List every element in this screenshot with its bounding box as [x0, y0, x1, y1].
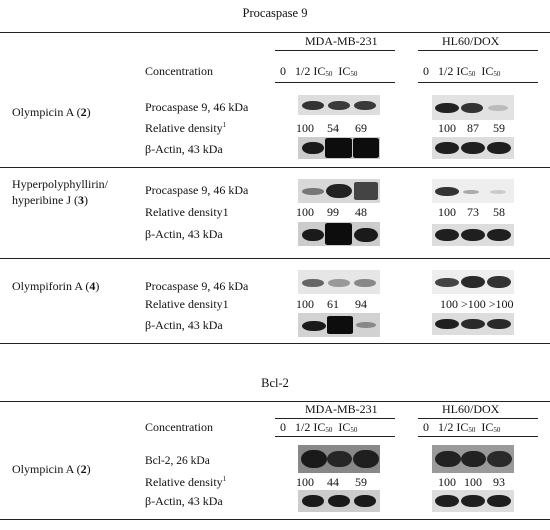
conc-header-hl60	[423, 420, 500, 435]
density-label	[145, 121, 226, 136]
conc-zero: 0	[280, 420, 286, 434]
conc-ic: IC	[338, 420, 351, 434]
concentration-label: Concentration	[145, 420, 213, 434]
density-value: 58	[493, 205, 505, 219]
western-blot-actin-hl60	[432, 313, 514, 335]
conc-sub: 50	[468, 70, 476, 78]
target-label: Procaspase 9, 46 kDa	[145, 183, 249, 197]
actin-label: β-Actin, 43 kDa	[145, 142, 223, 156]
compound-name-end: )	[86, 462, 91, 476]
density-value: 94	[355, 297, 367, 311]
density-value: 100	[296, 297, 314, 311]
density-value: 48	[355, 205, 367, 219]
conc-half: 1/2 IC	[295, 64, 326, 78]
conc-zero: 0	[423, 64, 429, 78]
western-blot-actin-mda	[298, 137, 380, 159]
compound-name-text: Olympicin A (	[12, 105, 81, 119]
compound-number: 4	[89, 279, 96, 293]
divider	[0, 519, 550, 520]
compound-number: 3	[77, 193, 84, 207]
density-label-text: Relative density	[145, 475, 223, 489]
western-blot-procaspase9-hl60	[432, 179, 514, 203]
compound-name	[12, 462, 91, 477]
density-value: 100	[438, 205, 456, 219]
density-value: 59	[493, 121, 505, 135]
conc-sub: 50	[350, 426, 358, 434]
divider	[418, 50, 538, 51]
conc-sub: 50	[350, 70, 358, 78]
density-value: 61	[327, 297, 339, 311]
divider	[0, 258, 550, 259]
western-blot-actin-mda	[298, 222, 380, 246]
western-blot-actin-hl60	[432, 490, 514, 512]
conc-ic: IC	[481, 64, 494, 78]
western-blot-procaspase9-mda	[298, 270, 380, 294]
density-value: 100 >100 >100	[440, 297, 514, 311]
density-value: 44	[327, 475, 339, 489]
compound-number: 2	[80, 462, 87, 476]
western-blot-procaspase9-mda	[298, 95, 380, 115]
density-value: 87	[467, 121, 479, 135]
density-value: 100	[296, 121, 314, 135]
compound-number: 2	[80, 105, 87, 119]
divider	[275, 50, 395, 51]
compound-name-text: Hyperpolyphyllirin/	[12, 177, 108, 191]
divider	[0, 343, 550, 344]
density-value: 100	[296, 205, 314, 219]
compound-name-end: )	[83, 193, 88, 207]
density-value: 100	[296, 475, 314, 489]
divider	[275, 436, 395, 437]
density-footnote: 1	[222, 121, 227, 129]
actin-label: β-Actin, 43 kDa	[145, 227, 223, 241]
conc-header-hl60	[423, 64, 500, 79]
conc-sub: 50	[493, 426, 501, 434]
density-value: 100	[464, 475, 482, 489]
western-blot-actin-mda	[298, 313, 380, 337]
density-label	[145, 205, 229, 220]
header-mda: MDA-MB-231	[305, 402, 378, 416]
divider	[275, 82, 395, 83]
western-blot-procaspase9-hl60	[432, 95, 514, 120]
header-mda: MDA-MB-231	[305, 34, 378, 48]
header-hl60: HL60/DOX	[442, 34, 500, 48]
divider	[418, 436, 538, 437]
density-label	[145, 297, 229, 312]
conc-header-mda	[280, 64, 357, 79]
divider	[275, 418, 395, 419]
western-blot-bcl2-hl60	[432, 445, 514, 473]
divider	[0, 32, 550, 33]
western-blot-actin-hl60	[432, 224, 514, 246]
western-blot-actin-mda	[298, 490, 380, 512]
conc-header-mda	[280, 420, 357, 435]
western-blot-bcl2-mda	[298, 445, 380, 473]
conc-sub: 50	[468, 426, 476, 434]
compound-name-end: )	[95, 279, 100, 293]
divider	[418, 82, 538, 83]
density-value: 100	[438, 121, 456, 135]
western-blot-procaspase9-hl60	[432, 270, 514, 294]
compound-name-text: Olympiforin A (	[12, 279, 90, 293]
concentration-label: Concentration	[145, 64, 213, 78]
header-hl60: HL60/DOX	[442, 402, 500, 416]
western-blot-procaspase9-mda	[298, 179, 380, 203]
conc-ic: IC	[481, 420, 494, 434]
conc-half: 1/2 IC	[295, 420, 326, 434]
section-title-bcl2: Bcl-2	[261, 376, 289, 390]
target-label: Procaspase 9, 46 kDa	[145, 100, 249, 114]
conc-sub: 50	[493, 70, 501, 78]
compound-name-end: )	[86, 105, 91, 119]
conc-sub: 50	[325, 426, 333, 434]
conc-sub: 50	[325, 70, 333, 78]
actin-label: β-Actin, 43 kDa	[145, 494, 223, 508]
actin-label: β-Actin, 43 kDa	[145, 318, 223, 332]
density-footnote: 1	[222, 475, 227, 483]
density-label	[145, 475, 226, 490]
density-value: 73	[467, 205, 479, 219]
target-label: Procaspase 9, 46 kDa	[145, 279, 249, 293]
target-label: Bcl-2, 26 kDa	[145, 455, 210, 467]
divider	[0, 167, 550, 168]
compound-name-text: Olympicin A (	[12, 462, 81, 476]
compound-name	[12, 105, 91, 120]
density-value: 59	[355, 475, 367, 489]
conc-half: 1/2 IC	[438, 64, 469, 78]
density-value: 54	[327, 121, 339, 135]
conc-zero: 0	[423, 420, 429, 434]
conc-zero: 0	[280, 64, 286, 78]
density-label-text: Relative density1	[145, 205, 229, 219]
density-label-text: Relative density	[145, 121, 223, 135]
compound-name	[12, 279, 99, 294]
section-title-procaspase9: Procaspase 9	[242, 6, 308, 20]
density-value: 93	[493, 475, 505, 489]
density-label-text: Relative density1	[145, 297, 229, 311]
density-value: 69	[355, 121, 367, 135]
conc-half: 1/2 IC	[438, 420, 469, 434]
density-value: 99	[327, 205, 339, 219]
compound-name-text: hyperibine J (	[12, 193, 78, 207]
compound-name	[12, 176, 108, 208]
divider	[418, 418, 538, 419]
conc-ic: IC	[338, 64, 351, 78]
western-blot-actin-hl60	[432, 137, 514, 159]
density-value: 100	[438, 475, 456, 489]
